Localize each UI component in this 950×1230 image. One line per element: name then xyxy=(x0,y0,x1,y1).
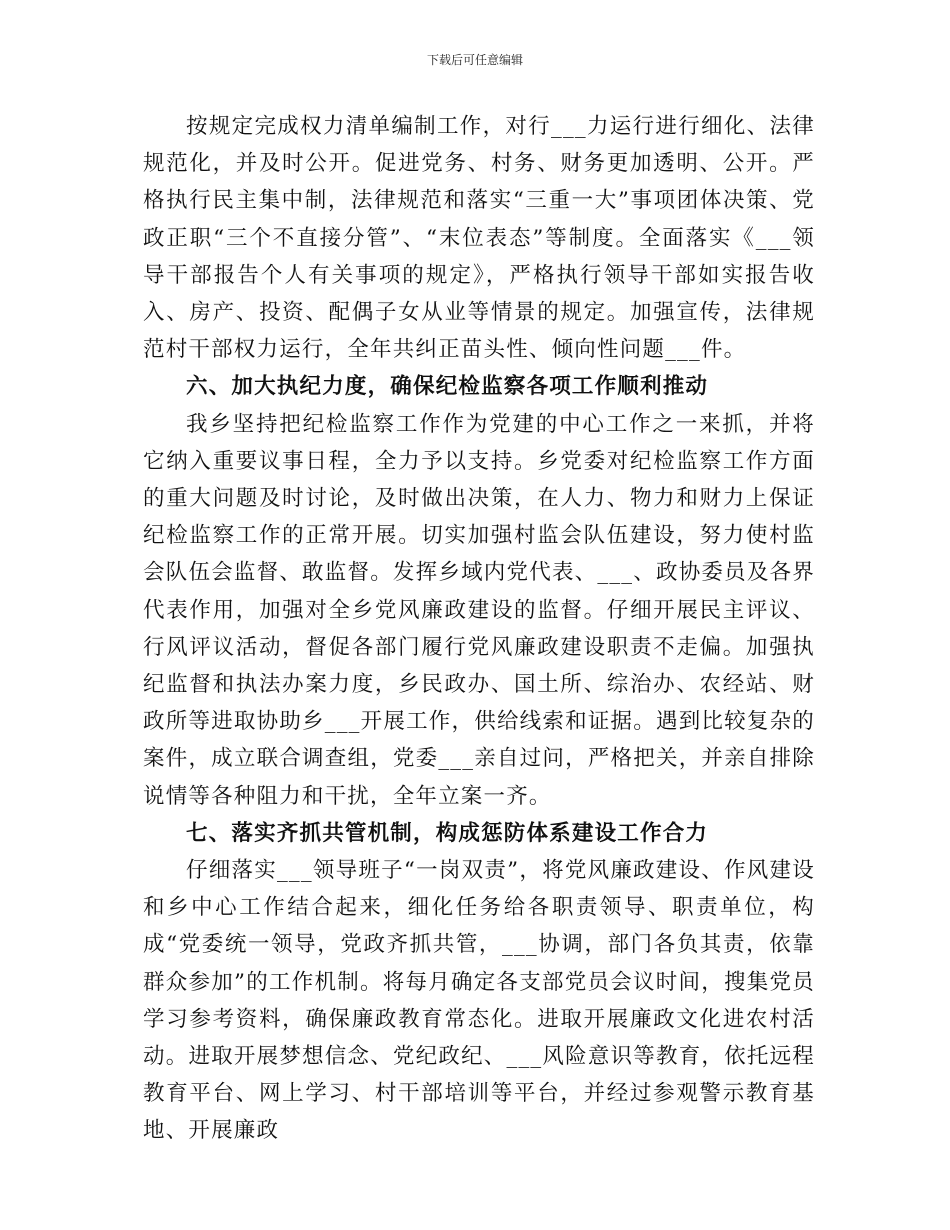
section-heading-seven: 七、落实齐抓共管机制，构成惩防体系建设工作合力 xyxy=(186,820,709,846)
paragraph-joint-management: 仔细落实___领导班子“一岗双责”，将党风廉政建设、作风建设和乡中心工作结合起来，细化任务给各职责领导、职责单位，构成“党委统一领导，党政齐抓共管，___协调，部门各负其责，依靠群众参加”的工作机制。将每月确定各支部党员会议时间，搜集党员学习参考资料，确保廉政教育常态化。进取开展廉政文化进农村活动。进取开展梦想信念、党纪政纪、___风险意识等教育，依托远程教育平台、网上学习、村干部培训等平台，并经过参观警示教育基地、开展廉政 xyxy=(143,858,815,1144)
section-heading-six: 六、加大执纪力度，确保纪检监察各项工作顺利推动 xyxy=(186,374,709,400)
paragraph-discipline-enforcement: 我乡坚持把纪检监察工作作为党建的中心工作之一来抓，并将它纳入重要议事日程，全力予以支持。乡党委对纪检监察工作方面的重大问题及时讨论，及时做出决策，在人力、物力和财力上保证纪检监察工作的正常开展。切实加强村监会队伍建设，努力使村监会队伍会监督、敢监督。发挥乡域内党代表、___、政协委员及各界代表作用，加强对全乡党风廉政建设的监督。仔细开展民主评议、行风评议活动，督促各部门履行党风廉政建设职责不走偏。加强执纪监督和执法办案力度，乡民政办、国土所、综治办、农经站、财政所等进取协助乡___开展工作，供给线索和证据。遇到比较复杂的案件，成立联合调查组，党委___亲自过问，严格把关，并亲自排除说情等各种阻力和干扰，全年立案一齐。 xyxy=(143,411,815,809)
document-body xyxy=(143,108,815,1150)
page-header: 下载后可任意编辑 xyxy=(426,53,523,67)
paragraph-power-list: 按规定完成权力清单编制工作，对行___力运行进行细化、法律规范化，并及时公开。促进党务、村务、财务更加透明、公开。严格执行民主集中制，法律规范和落实“三重一大”事项团体决策、党政正职“三个不直接分管”、“末位表态”等制度。全面落实《___领导干部报告个人有关事项的规定》，严格执行领导干部如实报告收入、房产、投资、配偶子女从业等情景的规定。加强宣传，法律规范村干部权力运行，全年共纠正苗头性、倾向性问题___件。 xyxy=(143,114,815,363)
